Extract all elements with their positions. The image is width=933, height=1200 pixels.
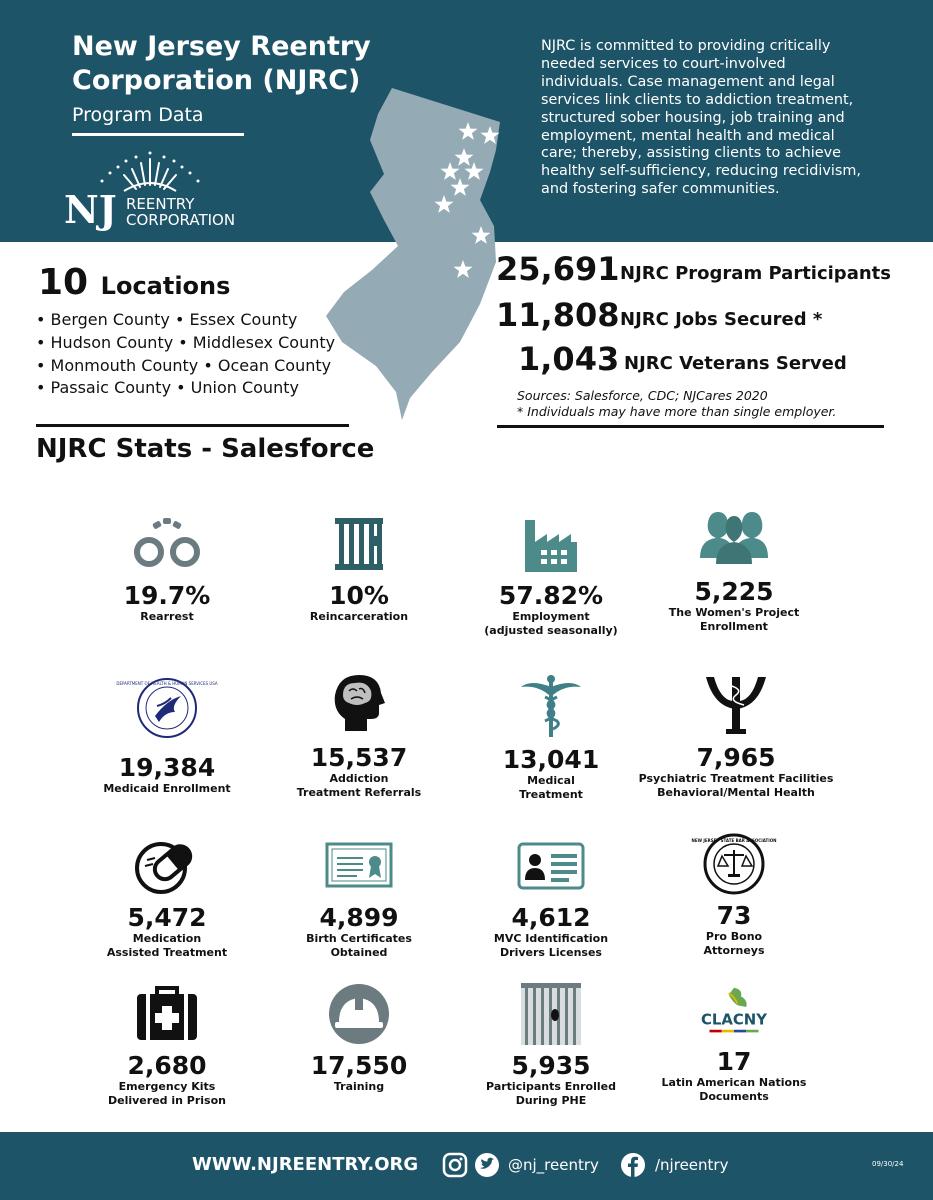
stat-label-2: Drivers Licenses bbox=[500, 946, 602, 959]
stat-value: 19,384 bbox=[118, 753, 216, 782]
stat-employment bbox=[451, 512, 651, 638]
jobs-value: 11,808 bbox=[496, 296, 620, 334]
instagram-icon[interactable] bbox=[442, 1152, 468, 1178]
footer-bar bbox=[0, 1132, 933, 1200]
participants-label: NJRC Program Participants bbox=[620, 263, 891, 284]
website-link[interactable]: WWW.NJREENTRY.ORG bbox=[192, 1154, 419, 1175]
stat-training bbox=[259, 982, 459, 1094]
bar-seal-text: NEW JERSEY STATE BAR ASSOCIATION bbox=[691, 838, 777, 843]
stats-heading: NJRC Stats - Salesforce bbox=[36, 434, 375, 464]
stat-label-2: Delivered in Prison bbox=[108, 1094, 226, 1107]
stat-label-2: Obtained bbox=[330, 946, 388, 959]
location-line: • Bergen County • Essex County bbox=[36, 310, 298, 329]
stat-label: Medication bbox=[132, 932, 202, 945]
stat-label-2: Assisted Treatment bbox=[106, 946, 228, 959]
print-date: 09/30/24 bbox=[872, 1160, 904, 1168]
pill-capsule-icon bbox=[131, 834, 203, 898]
location-line: • Monmouth County • Ocean County bbox=[36, 356, 332, 375]
stat-label: Latin American Nations bbox=[661, 1076, 807, 1089]
logo-initials: NJ bbox=[64, 187, 117, 232]
sources-note bbox=[517, 388, 836, 420]
stat-value: 10% bbox=[329, 581, 389, 610]
stat-value: 7,965 bbox=[696, 743, 776, 772]
stat-medication-assisted bbox=[67, 834, 267, 960]
stat-label: Reincarceration bbox=[309, 610, 409, 623]
veterans-value: 1,043 bbox=[518, 340, 620, 378]
stat-label-2: Behavioral/Mental Health bbox=[657, 786, 815, 799]
stat-value: 15,537 bbox=[310, 743, 408, 772]
stat-label: Medicaid Enrollment bbox=[103, 782, 231, 795]
social-handle[interactable]: @nj_reentry bbox=[508, 1156, 599, 1174]
facebook-icon[interactable] bbox=[620, 1152, 646, 1178]
stat-label: Addiction bbox=[329, 772, 389, 785]
stat-label: Pro Bono bbox=[705, 930, 763, 943]
sources-line: Sources: Salesforce, CDC; NJCares 2020 bbox=[517, 388, 768, 403]
stat-label: Rearrest bbox=[140, 610, 194, 623]
stat-label: Psychiatric Treatment Facilities bbox=[638, 772, 834, 785]
stat-medical-treatment bbox=[451, 670, 651, 802]
stat-value: 57.82% bbox=[498, 581, 604, 610]
locations-label: Locations bbox=[100, 272, 231, 300]
women-group-icon bbox=[698, 508, 770, 572]
location-line: • Hudson County • Middlesex County bbox=[36, 333, 336, 352]
stat-addiction-referrals bbox=[259, 668, 459, 800]
stat-latin-american bbox=[634, 986, 834, 1104]
stat-rearrest bbox=[67, 512, 267, 624]
clacny-text: CLACNY bbox=[701, 1010, 767, 1029]
stat-label: Training bbox=[333, 1080, 385, 1093]
factory-icon bbox=[515, 512, 587, 576]
logo-text-corporation: CORPORATION bbox=[126, 211, 236, 229]
stat-reincarceration bbox=[259, 512, 459, 624]
stat-label: Emergency Kits bbox=[118, 1080, 216, 1093]
location-line: • Passaic County • Union County bbox=[36, 378, 299, 397]
prison-cell-icon bbox=[515, 976, 587, 1046]
id-card-icon bbox=[515, 834, 587, 898]
new-jersey-map-icon bbox=[320, 80, 510, 420]
mission-statement: NJRC is committed to providing critically needed services to court-involved individuals. Case management and legal services link clients to addiction treatment, structured sober housing, job training and employment, mental health and medical care; thereby, assisting clients to achieve healthy self-sufficiency, reducing recidivism, and fostering safer communities. bbox=[541, 38, 862, 198]
bar-association-seal-icon bbox=[691, 832, 777, 896]
stat-value: 5,225 bbox=[694, 577, 774, 606]
stat-label-2: Treatment Referrals bbox=[296, 786, 422, 799]
stat-label: The Women's Project bbox=[668, 606, 800, 619]
locations-count: 10 bbox=[38, 262, 89, 303]
footnote-line: * Individuals may have more than single employer. bbox=[517, 404, 837, 419]
stat-pro-bono bbox=[634, 832, 834, 958]
stat-medicaid bbox=[67, 676, 267, 796]
psi-symbol-icon bbox=[700, 668, 772, 738]
facebook-handle[interactable]: /njreentry bbox=[655, 1156, 729, 1174]
stat-phe-enrollment bbox=[451, 976, 651, 1108]
stat-label: Employment bbox=[512, 610, 590, 623]
stat-value: 5,472 bbox=[127, 903, 207, 932]
stat-womens-project bbox=[634, 508, 834, 634]
stat-value: 2,680 bbox=[127, 1051, 207, 1080]
stat-label: Birth Certificates bbox=[306, 932, 412, 945]
stat-label-2: During PHE bbox=[515, 1094, 587, 1107]
jail-bars-icon bbox=[323, 512, 395, 576]
handcuffs-icon bbox=[131, 512, 203, 576]
clacny-logo-icon bbox=[698, 986, 770, 1042]
title-line-2: Corporation (NJRC) bbox=[72, 65, 361, 96]
veterans-label: NJRC Veterans Served bbox=[624, 353, 847, 374]
stat-value: 4,899 bbox=[319, 903, 399, 932]
stat-value: 13,041 bbox=[502, 745, 600, 774]
stat-label: MVC Identification bbox=[493, 932, 609, 945]
twitter-icon[interactable] bbox=[474, 1152, 500, 1178]
title-line-1: New Jersey Reentry bbox=[72, 31, 371, 62]
stat-label: Medical bbox=[527, 774, 575, 787]
stat-label-2: Enrollment bbox=[700, 620, 768, 633]
locations-divider bbox=[36, 424, 349, 427]
stat-value: 17,550 bbox=[310, 1051, 408, 1080]
stat-value: 73 bbox=[716, 901, 752, 930]
highlights-divider bbox=[497, 425, 884, 428]
hhs-seal-text: DEPARTMENT OF HEALTH & HUMAN SERVICES USA bbox=[116, 681, 218, 686]
brain-head-icon bbox=[323, 668, 395, 738]
stat-label-2: (adjusted seasonally) bbox=[484, 624, 618, 637]
stat-label-2: Documents bbox=[699, 1090, 769, 1103]
stat-mvc-identification bbox=[451, 834, 651, 960]
stat-birth-certificates bbox=[259, 834, 459, 960]
stat-value: 17 bbox=[716, 1047, 752, 1076]
stat-label-2: Treatment bbox=[519, 788, 583, 801]
logo-text-reentry: REENTRY bbox=[126, 195, 195, 213]
jobs-label: NJRC Jobs Secured * bbox=[620, 309, 823, 330]
page-subtitle: Program Data bbox=[72, 104, 204, 126]
hard-hat-icon bbox=[323, 982, 395, 1046]
title-divider bbox=[72, 133, 244, 136]
hhs-seal-icon bbox=[116, 676, 218, 740]
caduceus-icon bbox=[515, 670, 587, 740]
stat-psychiatric bbox=[636, 668, 836, 800]
stat-label-2: Attorneys bbox=[703, 944, 765, 957]
stat-label: Participants Enrolled bbox=[486, 1080, 616, 1093]
stat-emergency-kits bbox=[67, 982, 267, 1108]
certificate-icon bbox=[323, 834, 395, 898]
stat-value: 19.7% bbox=[123, 581, 211, 610]
stat-value: 4,612 bbox=[511, 903, 591, 932]
participants-value: 25,691 bbox=[496, 250, 620, 288]
medical-kit-icon bbox=[131, 982, 203, 1046]
njrc-logo bbox=[62, 145, 252, 235]
locations-heading bbox=[38, 262, 230, 303]
stat-value: 5,935 bbox=[511, 1051, 591, 1080]
